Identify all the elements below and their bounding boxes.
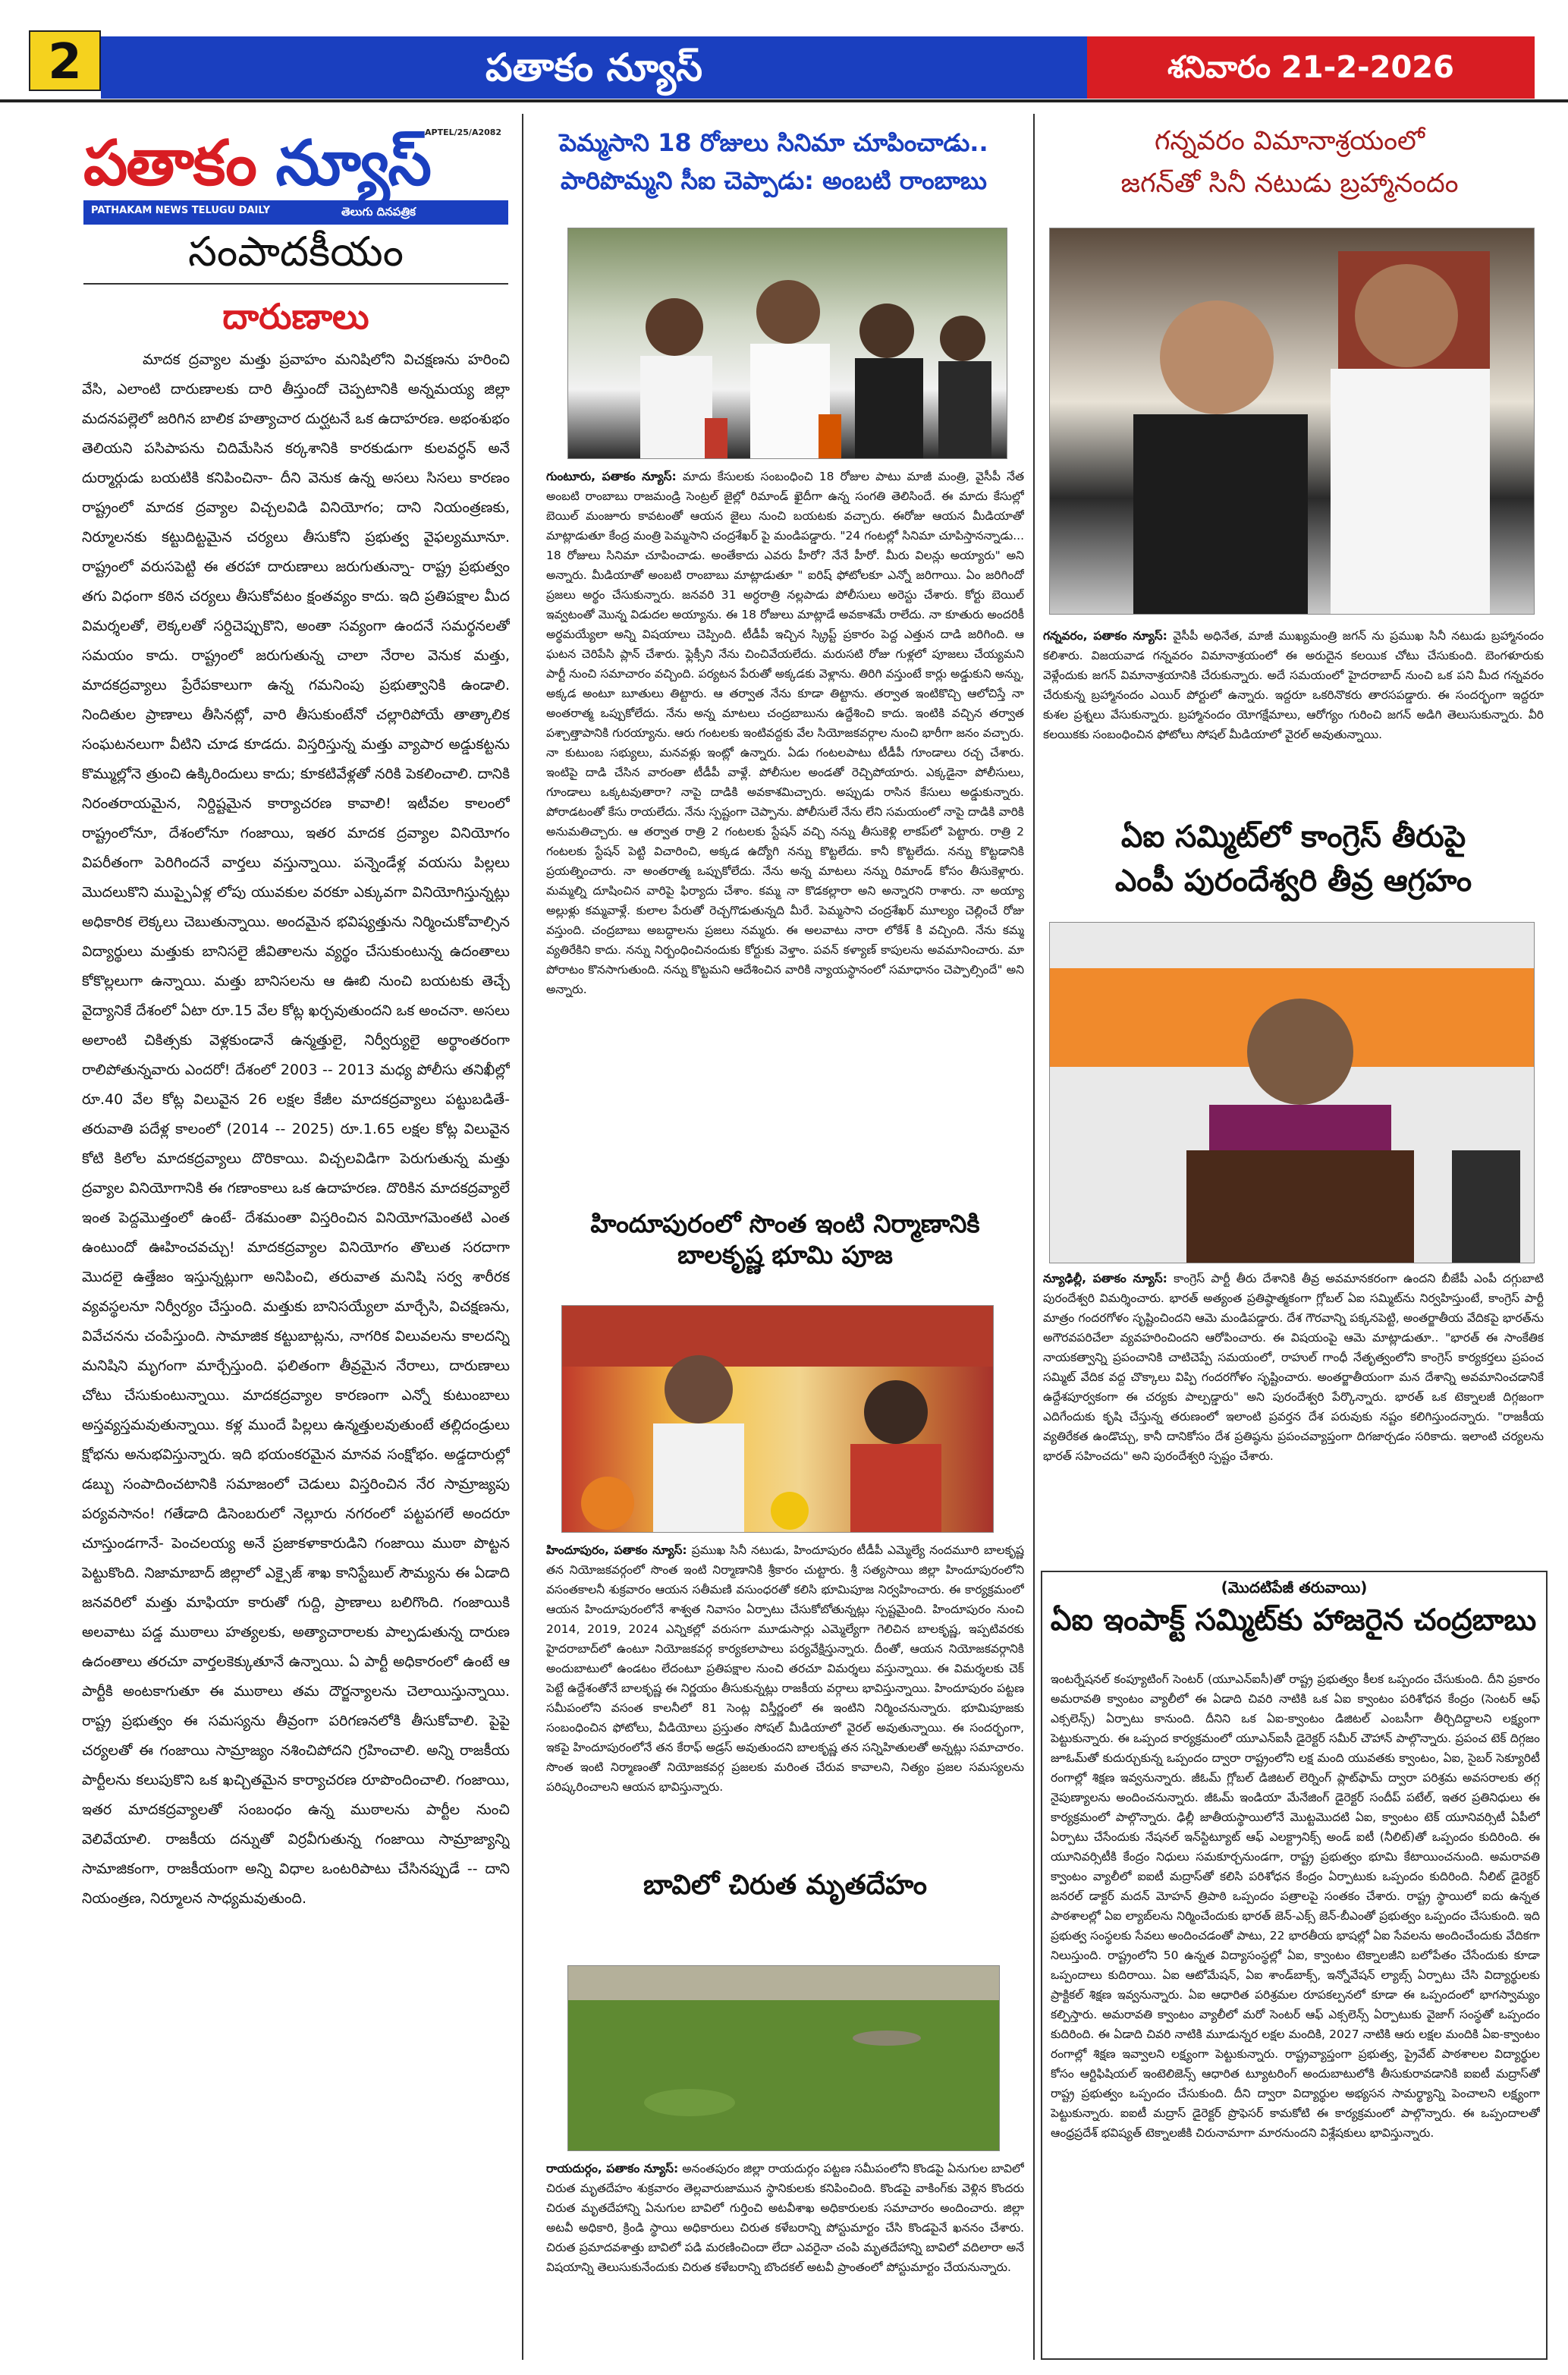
continued-tag: (మొదటిపేజీ తరువాయి) [1221, 1578, 1368, 1596]
story4-headline-line1: గన్నవరం విమానాశ్రయంలో [1155, 126, 1425, 156]
story5-text: కాంగ్రెస్ పార్టీ తీరు దేశానికి తీవ్ర అవమానకరంగా ఉందని బీజేపీ ఎంపీ దగ్గుబాటి పురందేశ్వరి విమర్శించారు. భారత్ అత్యంత ప్రతిష్ఠాత్మకంగా గ్లోబల్ ఏఐ సమ్మిట్‌ను నిర్వహిస్తుంటే, కాంగ్రెస్ పార్టీ మాత్రం గందరగోళం సృష్టించిందని ఆమె మండిపడ్డారు. దేశ గౌరవాన్ని పక్కనపెట్టి, అంతర్జాతీయ వేదికపై భారత్‌ను అగౌరవపరిచేలా వ్యవహరించిందని ఆరోపించారు. ఈ విషయంపై ఆమె మాట్లాడుతూ.. "భారత్ ఈ సాంకేతిక నాయకత్వాన్ని ప్రపంచానికి చాటిచెప్పే సమయంలో, రాహుల్ గాంధీ నేతృత్వంలోని కాంగ్రెస్ కార్యకర్తలు ప్రపంచ సమ్మిట్ వేదిక వద్ద చొక్కాలు విప్పి గందరగోళం సృష్టించారు. అంతర్జాతీయంగా మన దేశాన్ని అవమానించడానికే ఉద్దేశపూర్వకంగా ఈ చర్యకు పాల్పడ్డారు" అని పురందేశ్వరి పేర్కొన్నారు. భారత్ ఒక టెక్నాలజీ దిగ్గజంగా ఎదిగేందుకు కృషి చేస్తున్న తరుణంలో ఇలాంటి ప్రవర్తన దేశ పరువుకు నష్టం కలిగిస్తుందన్నారు. "రాజకీయ వ్యతిరేకత ఉండొచ్చు, కానీ దానికోసం దేశ ప్రతిష్ఠను ప్రపంచవ్యాప్తంగా దిగజార్చడం సరికాదు. ఇలాంటి చర్యలను భారత్ సహించదు" అని పురందేశ్వరి స్పష్టం చేశారు. [1043, 1272, 1544, 1463]
story3-headline: బావిలో చిరుత మృతదేహం [643, 1870, 928, 1901]
story3-text: అనంతపురం జిల్లా రాయదుర్గం పట్టణ సమీపంలోని కొండపై ఏనుగుల బావిలో చిరుత మృతదేహం శుక్రవారం తెల్లవారుజామున స్థానికులకు కనిపించింది. కొండపై వాకింగ్‌కు వెళ్లిన కొందరు చిరుత మృతదేహాన్ని ఏనుగుల బావిలో గుర్తించి అటవీశాఖ అధికారులకు సమాచారం అందించారు. జిల్లా అటవీ అధికారి, క్రిండి స్థాయి అధికారులు చిరుత కళేబరాన్ని పోస్టుమార్టం చేసి కొండపైనే ఖననం చేశారు. చిరుత ప్రమాదవశాత్తు బావిలో పడి మరణించిందా లేదా ఎవరైనా చంపి మృతదేహాన్ని బావిలో వదిలారా అనే విషయాన్ని తెలుసుకునేందుకు చిరుత కళేబరాన్ని బొందకల్ అటవీ ప్రాంతంలో పోస్టుమార్టం చేయనున్నారు. [546, 2162, 1024, 2274]
registration-number: APTEL/25/A2082 [425, 127, 502, 137]
story3-body [546, 2159, 1024, 2364]
story2-photo [561, 1305, 994, 1533]
story6-body: ఇంటర్నేషనల్ కంప్యూటింగ్ సెంటర్ (యూఎన్‌ఐసీ)తో రాష్ట్ర ప్రభుత్వం కీలక ఒప్పందం చేసుకుంది. దీని ప్రకారం అమరావతి క్వాంటం వ్యాలీలో ఈ ఏడాది చివరి నాటికి ఒక ఏఐ క్వాంటం పరిశోధన కేంద్రం (సెంటర్ ఆఫ్ ఎక్సలెన్స్) ఏర్పాటు కానుంది. దీనిని ఒక ఏఐ-క్వాంటం డిజిటల్ ఎంబసీగా తీర్చిదిద్దాలని లక్ష్యంగా పెట్టుకున్నారు. ఈ ఒప్పంద కార్యక్రమంలో యూఎన్‌ఐసీ డైరెక్టర్ సమీర్ చౌహాన్ పాల్గొన్నారు. ప్రపంచ టెక్ దిగ్గజం జూఓమ్‌తో కుదుర్చుకున్న ఒప్పందం ద్వారా రాష్ట్రంలోని లక్ష మంది యువతకు క్వాంటం, ఏఐ, సైబర్ సెక్యూరిటీ రంగాల్లో శిక్షణ ఇవ్వనున్నారు. జీఓమ్ గ్లోబల్ డిజిటల్ లెర్నింగ్ ప్లాట్‌ఫామ్ ద్వారా పరిశ్రమ అవసరాలకు తగ్గ నైపుణ్యాలను అందించనున్నారు. జీఓమ్ ఇండియా మేనేజింగ్ డైరెక్టర్ సందీప్ పటేల్, ఇతర ప్రతినిధులు ఈ కార్యక్రమంలో పాల్గొన్నారు. ఢిల్లీ జాతీయస్థాయిలోనే మొట్టమొదటి ఏఐ, క్వాంటం టెక్ యూనివర్సిటీ ఏపీలో ఏర్పాటు చేసేందుకు నేషనల్ ఇన్‌స్టిట్యూట్ ఆఫ్ ఎలక్ట్రానిక్స్ అండ్ ఐటీ (నీలిట్)తో ఒప్పందం కుదిరింది. ఈ యూనివర్సిటీకి కేంద్రం నిధులు సమకూర్చనుండగా, రాష్ట్ర ప్రభుత్వం భూమి కేటాయించనుంది. అమరావతి క్వాంటం వ్యాలీలో ఐఐటీ మద్రాస్‌తో కలిసి పరిశోధన కేంద్రం ఏర్పాటుకు ఒప్పందం కుదిరింది. నీలిట్ డైరెక్టర్ జనరల్ డాక్టర్ మదన్ మోహన్ త్రిపాఠి ఒప్పందం పత్రాలపై సంతకం చేశారు. రాష్ట్ర స్థాయిలో ఐదు ఉన్నత పాఠశాలల్లో ఏఐ ల్యాబ్‌లను నిర్మించేందుకు భారత్ జెన్-ఎక్స్ జెన్-బీఎం‌తో ప్రభుత్వం ఒప్పందం చేసుకుంది. ఇది ప్రభుత్వ సంస్థలకు సేవలు అందించడంతో పాటు, 22 భారతీయ భాషల్లో ఏఐ సేవలను అందించేందుకు వేదికగా నిలుస్తుంది. రాష్ట్రంలోని 50 ఉన్నత విద్యాసంస్థల్లో ఏఐ, క్వాంటం టెక్నాలజీని బలోపేతం చేసేందుకు కూడా ఒప్పందాలు కుదిరాయి. ఏఐ ఆటోమేషన్, ఏఐ శాండ్‌బాక్స్, ఇన్నోవేషన్ ల్యాబ్స్ ఏర్పాటు చేసి విద్యార్థులకు ప్రాక్టికల్ శిక్షణ ఇవ్వనున్నారు. ఏఐ ఆధారిత పరిశ్రమల రూపకల్పనలో కూడా ఈ ఒప్పందంలో భాగస్వామ్యం కల్పిస్తారు. అమరావతి క్వాంటం వ్యాలీలో మరో సెంటర్ ఆఫ్ ఎక్సలెన్స్ ఏర్పాటుకు వైజాగ్ సంస్థతో ఒప్పందం కుదిరింది. ఈ ఏడాది చివరి నాటికి మూడున్నర లక్షల మందికి, 2027 నాటికి ఆరు లక్షల మందికి ఏఐ-క్వాంటం రంగాల్లో శిక్షణ ఇవ్వాలని లక్ష్యంగా పెట్టుకున్నారు. రాష్ట్రవ్యాప్తంగా ప్రభుత్వ, ప్రైవేట్ పాఠశాలల విద్యార్థుల కోసం ఆర్టిఫిషియల్ ఇంటెలిజెన్స్ ఆధారిత ట్యూటరింగ్ అందుబాటులోకి తీసుకురావడానికి ఐఐటీ మద్రాస్‌తో రాష్ట్ర ప్రభుత్వం ఒప్పందం చేసుకుంది. దీని ద్వారా విద్యార్థుల అభ్యసన సామర్థ్యాన్ని పెంచాలని లక్ష్యంగా పెట్టుకున్నారు. ఐఐటీ మద్రాస్ డైరెక్టర్ ప్రొఫెసర్ కామకోటి ఈ కార్యక్రమంలో పాల్గొన్నారు. ఈ ఒప్పందాలతో ఆంధ్రప్రదేశ్ భవిష్యత్ టెక్నాలజీకి చిరునామాగా మారనుందని విశ్లేషకులు భావిస్తున్నారు. [1051, 1672, 1540, 2140]
purandeswari-image [1050, 923, 1535, 1263]
story1-headline-line1: పెమ్మసాని 18 రోజులు సినిమా చూపించాడు.. [559, 128, 988, 157]
story1-dateline: గుంటూరు, పతాకం న్యూస్: [546, 470, 677, 483]
story4-text: వైసీపీ అధినేత, మాజీ ముఖ్యమంత్రి జగన్ ను ప్రముఖ సినీ నటుడు బ్రహ్మానందం కలిశారు. విజయవాడ గన్నవరం విమానాశ్రయంలో ఈ అరుదైన కలయిక చోటు చేసుకుంది. బెంగళూరుకు వెళ్లేందుకు జగన్ విమానాశ్రయానికి చేరుకున్నారు. అదే సమయంలో హైదరాబాద్ నుంచి ఒక పని మీద గన్నవరం చేరుకున్న బ్రహ్మానందం ఎయిర్ పోర్టులో ఉన్నారు. ఇద్దరూ ఒకరినొకరు తారసపడ్డారు. ఈ సందర్భంగా ఇద్దరూ కుశల ప్రశ్నలు వేసుకున్నారు. బ్రహ్మానందం యోగక్షేమాలు, ఆరోగ్యం గురించి జగన్ అడిగి తెలుసుకున్నారు. వీరి కలయికకు సంబంధించిన ఫోటోలు సోషల్ మీడియాలో వైరల్ అవుతున్నాయి. [1043, 629, 1544, 741]
story4-headline-line2: జగన్‌తో సినీ నటుడు బ్రహ్మానందం [1120, 168, 1459, 199]
story5-headline [1043, 818, 1544, 900]
press-meet-image [568, 228, 1007, 459]
column-divider [522, 114, 523, 2360]
story1-headline-line2: పారిపొమ్మని సీఐ చెప్పాడు: అంబటి రాంబాబు [561, 166, 987, 195]
well-image [568, 1966, 1000, 2151]
paper-title: పతాకం న్యూస్ [101, 36, 1087, 99]
story2-headline: హిందూపురంలో సొంత ఇంటి నిర్మాణానికి బాలకృష్ణ భూమి పూజ [590, 1209, 980, 1270]
bhoomi-puja-image [562, 1306, 994, 1533]
story3-photo [567, 1965, 1000, 2151]
masthead-name-blue: న్యూస్ [275, 127, 430, 200]
issue-date: శనివారం 21-2-2026 [1087, 36, 1535, 99]
story2-text: ప్రముఖ సినీ నటుడు, హిందూపురం టీడీపీ ఎమ్మెల్యే నందమూరి బాలకృష్ణ తన నియోజకవర్గంలో సొంత ఇంటి నిర్మాణానికి శ్రీకారం చుట్టారు. శ్రీ సత్యసాయి జిల్లా హిందూపురంలోని వసంతకాలనీ శుక్రవారం ఆయన సతీమణి వసుంధరతో కలిసి భూమిపూజ నిర్వహించారు. ఈ కార్యక్రమంలో ఆయన హిందూపురంలోనే శాశ్వత నివాసం ఏర్పాటు చేసుకోబోతున్నట్లు స్పష్టమైంది. హిందూపురం నుంచి 2014, 2019, 2024 ఎన్నికల్లో వరుసగా మూడుసార్లు ఎమ్మెల్యేగా గెలిచిన బాలకృష్ణ, ఇప్పటివరకు హైదరాబాద్‌లో ఉంటూ నియోజకవర్గ కార్యకలాపాలు పర్యవేక్షిస్తున్నారు. దీంతో, ఆయన నియోజకవర్గానికి అందుబాటులో ఉండటం లేదంటూ ప్రతిపక్షాల నుంచి తరచూ విమర్శలు వస్తున్నాయి. ఈ విమర్శలకు చెక్ పెట్టే ఉద్దేశంతోనే బాలకృష్ణ ఈ నిర్ణయం తీసుకున్నట్లు రాజకీయ వర్గాలు భావిస్తున్నాయి. హిందూపురం పట్టణ సమీపంలోని వసంత కాలనీలో 81 సెంట్ల విస్తీర్ణంలో ఈ ఇంటిని నిర్మించనున్నారు. భూమిపూజకు సంబంధించిన ఫోటోలు, వీడియోలు ప్రస్తుతం సోషల్ మీడియాలో వైరల్ అవుతున్నాయి. ఈ సందర్భంగా, ఇకపై హిందూపురంలోనే తన కేరాఫ్ అడ్రస్ అవుతుందని బాలకృష్ణ తన సన్నిహితులతో అన్నట్లు సమాచారం. సొంత ఇంటి నిర్మాణంతో నియోజకవర్గ ప్రజలకు మరింత చేరువ కావాలని, నిత్యం ప్రజల సమస్యలను పరిష్కరించాలని ఆయన భావిస్తున్నారు. [546, 1543, 1024, 1794]
story5-body [1043, 1269, 1544, 1568]
story2-dateline: హిందూపురం, పతాకం న్యూస్: [546, 1543, 687, 1557]
masthead-logo [83, 127, 508, 200]
story4-dateline: గన్నవరం, పతాకం న్యూస్: [1043, 629, 1167, 643]
story6-headline: ఏఐ ఇంపాక్ట్ సమ్మిట్‌కు హాజరైన చంద్రబాబు [1050, 1603, 1537, 1637]
story2-body [546, 1540, 1024, 1851]
story1-body [546, 467, 1024, 1210]
column-divider [1033, 114, 1035, 2360]
story3-dateline: రాయదుర్గం, పతాకం న్యూస్: [546, 2162, 679, 2175]
section-title: సంపాదకీయం [83, 228, 508, 285]
story1-text: మాదు కేసులకు సంబంధించి 18 రోజుల పాటు మాజీ మంత్రి, వైసీపీ నేత అంబటి రాంబాబు రాజమండ్రి సెంట్రల్ జైల్లో రిమాండ్ ఖైదీగా ఉన్న సంగతి తెలిసిందే. ఈ మాదు కేసుల్లో బెయిల్ మంజూరు కావటంతో ఆయన జైలు నుంచి బయటకు వచ్చారు. ఈరోజు ఆయన మీడియాతో మాట్లాడుతూ కేంద్ర మంత్రి పెమ్మసాని చంద్రశేఖర్ పై మండిపడ్డారు. "24 గంటల్లో సినిమా చూపిస్తానన్నాడు... 18 రోజులు సినిమా చూపించాడు. అంతేకాదు ఎవరు హీరో? నేనే హీరో. మీరు విలన్లు అయ్యారు" అని అన్నారు. మీడియాతో అంబటి రాంబాబు మాట్లాడుతూ " ఐరిష్ ఫోటోలకూ ఎన్నో జరిగాయి. ఏం జరిగిందో ప్రజలు అర్థం చేసుకున్నారు. జనవరి 31 అర్ధరాత్రి నల్లపాడు పోలీసులు అరెస్టు చేశారు. కోర్టు బెయిల్ ఇవ్వటంతో మొన్న విడుదల అయ్యాను. ఈ 18 రోజులు మాట్లాడే అవకాశమే రాలేదు. నా కూతురు అందరికీ అర్థమయ్యేలా అన్ని విషయాలు చెప్పింది. టీడీపీ ఇచ్చిన స్క్రిప్ట్ ప్రకారం పెద్ద ఎత్తున దాడి జరిగింది. ఆ ఘటన చెరిపేసి ప్లాన్ చేశారు. ఫ్లెక్సీని నేను చించివేయలేదు. మరుసటి రోజు గుళ్లలో పూజలు చేయ్యమని పార్టీ నుంచి సమాచారం వచ్చింది. పర్యటన పేరుతో అక్కడకు వెళ్లాను. తిరిగి వస్తుంటే కార్లు అడ్డుకుని అన్ను, అక్కడ అంటూ బూతులు తిట్టారు. ఆ తర్వాత నేను కూడా తిట్టాను. తర్వాత ఇంటికొచ్చి ఆలోచిస్తే నా అంతరాత్మ ఒప్పుకోలేదు. నేను అన్న మాటలు చంద్రబాబును ఉద్దేశించి కాదు. ఇంటికి వచ్చిన తర్వాత పశ్చాత్తాపానికి గురయ్యాను. ఆరు గంటలకు ఇంటివద్దకు వేల సియోజకవర్గాల నుంచి భారీగా జనం వచ్చారు. నా కుటుంబ సభ్యులు, మనవళ్లు ఇంట్లో ఉన్నారు. ఏడు గంటలపాటు టీడీపీ గూండాలు రచ్చ చేశారు. ఇంటిపై దాడి చేసిన వారంతా టీడీపీ వాళ్లే. పోలీసుల అండతో రెచ్చిపోయారు. ఎక్కడైనా పోలీసులు, గూండాలు ఒక్కటవుతారా? నాపై దాడికి అవకాశమిచ్చారు. అప్పుడు రాసిన కేసులు అడ్డుకున్నారు. పోరాడటంతో కేసు రాయలేదు. నేను స్పష్టంగా చెప్పాను. పోలీసులే నేను లేని సమయంలో నాపై దాడికి వారికి అనుమతిచ్చారు. ఆ తర్వాత రాత్రి 2 గంటలకు స్టేషన్ వచ్చి నన్ను తీసుకెళ్లి లాకప్‌లో పెట్టారు. రాత్రి 2 గంటలకు స్టేషన్ పెట్టి విచారించి, అక్కడ ఉద్యోగి నన్ను కొట్టలేదు. కానీ కొట్టలేదు. నన్ను కొట్టడానికి ప్రయత్నించారు. నా అంతరాత్మ ఒప్పుకోలేదు. నేను అన్న మాటలు నన్ను రిమాండ్ కోసం తీసుకెళ్లారు. మమ్మల్ని దూషించిన వారిపై ఫిర్యాదు చేశాం. కమ్మ నా కొడకల్లారా అని అన్నారని రాశారు. నా అయ్యా అల్లుళ్లు కమ్మవాళ్లే. కులాల పేరుతో రెచ్చగొడుతున్నది మీరే. పెమ్మసాని చంద్రశేఖర్ మూల్యం చెల్లించే రోజు వస్తుంది. చంద్రబాబు అబద్ధాలను ప్రజలు నమ్మరు. ఈ అలవాటు నారా లోకేశ్ కి వచ్చింది. నేను కమ్మ వ్యతిరేకిని కాదు. నన్ను నిర్బంధించినందుకు కోర్టుకు వెళ్తాం. పవన్ కళ్యాణ్ కాపులను అవమానించారు. మా పోరాటం కొనసాగుతుంది. నన్ను కొట్టమని ఆదేశించిన వారికి న్యాయస్థానంలో సమాధానం చెప్పాల్సిందే" అని అన్నారు. [546, 470, 1024, 996]
editorial-body: మాదక ద్రవ్యాల మత్తు ప్రవాహం మనిషిలోని విచక్షణను హరించి వేసి, ఎలాంటి దారుణాలకు దారి తీస్తుందో చెప్పటానికి అన్నమయ్య జిల్లా మదనపల్లెలో జరిగిన బాలిక హత్యాచార దుర్ఘటనే ఒక ఉదాహరణ. అభంశుభం తెలియని పసిపాపను చిదిమేసిన కర్కశానికి కారకుడుగా కులవర్ధన్ అనే దుర్మార్గుడు బయటికి కనిపించినా- దీని వెనుక ఉన్న అసలు సిసలు కారణం రాష్ట్రంలో మాదక ద్రవ్యాల విచ్చలవిడి వినియోగం; దాని నియంత్రణకు, నిర్మూలనకు కట్టుదిట్టమైన చర్యలు తీసుకోని ప్రభుత్వ వైఫల్యమూనూ. రాష్ట్రంలో వరుసపెట్టి ఈ తరహా దారుణాలు జరుగుతున్నా- రాష్ట్ర ప్రభుత్వం తగు విధంగా కఠిన చర్యలు తీసుకోవటం క్షంతవ్యం కాదు. ఇది ప్రతిపక్షాల మీద విమర్శలతో, లెక్కలతో సర్దిచెప్పుకొని, అంతా సవ్యంగా ఉందనే సమర్థనలతో సమయం కాదు. రాష్ట్రంలో జరుగుతున్న చాలా నేరాల వెనుక మత్తు, మాదకద్రవ్యాలు ప్రేరేపకాలుగా ఉన్న గమనింపు ప్రభుత్వానికి ఉండాలి. నిందితుల ప్రాణాలు తీసినట్లో, వారి తీసుకుంటేనో చల్లారిపోయే తాత్కాలిక సంఘటనలుగా వీటిని చూడ కూడదు. విస్తరిస్తున్న మత్తు వ్యాపార అడ్డుకట్టను కొమ్ముల్లోనె త్రుంచి ఉక్కిరిందులు కాదు; కూకటివేళ్లతో నరికి పెకలించాలి. దానికి నిరంతరాయమైన, నిర్దిష్టమైన కార్యాచరణ కావాలి! ఇటీవల కాలంలో రాష్ట్రంలోనూ, దేశంలోనూ గంజాయి, ఇతర మాదక ద్రవ్యాల వినియోగం విపరీతంగా పెరిగిందనే వార్తలు వస్తున్నాయి. పన్నెండేళ్ల వయసు పిల్లలు మొదలుకొని ముప్పైఏళ్ల లోపు యువకుల వరకూ ఎక్కువగా వినియోగిస్తున్నట్లు అధికారిక లెక్కలు చెబుతున్నాయి. అందమైన భవిష్యత్తును నిర్మించుకోవాల్సిన విద్యార్థులు మత్తుకు బానిసలై జీవితాలను వ్యర్థం చేసుకుంటున్న ఉదంతాలు కోకొల్లలుగా ఉన్నాయి. మత్తు బానిసలను ఆ ఊబి నుంచి బయటకు తెచ్చే వైద్యానికే దేశంలో ఏటా రూ.15 వేల కోట్ల ఖర్చవుతుందని ఒక అంచనా. అసలు అలాంటి చికిత్సకు వెళ్లకుండానే ఉన్మత్తులై, నిర్వీర్యులై అర్థాంతరంగా రాలిపోతున్నవారు ఎందరో! దేశంలో 2003 -- 2013 మధ్య పోలీసు తనిఖీల్లో రూ.40 వేల కోట్ల విలువైన 26 లక్షల కేజీల మాదకద్రవ్యాలు పట్టుబడితే- తరువాతి పదేళ్ల కాలంలో (2014 -- 2025) రూ.1.65 లక్షల కోట్ల విలువైన కోటి కిలోల మాదకద్రవ్యాలు దొరికాయి. విచ్చలవిడిగా పెరుగుతున్న మత్తు ద్రవ్యాల వినియోగానికి ఈ గణాంకాలు ఒక ఉదాహరణ. దొరికిన మాదకద్రవ్యాలే ఇంత పెద్దమొత్తంలో ఉంటే- దేశమంతా విస్తరించిన వినియోగమెంతటి ఎంత ఉంటుందో ఊహించవచ్చు! మాదకద్రవ్యాల వినియోగం తొలుత సరదాగా మొదలై ఉత్తేజం ఇస్తున్నట్లుగా అనిపించి, తరువాత మనిషి సర్వ శారీరక వ్యవస్థలనూ నిర్వీర్యం చేస్తుంది. మత్తుకు బానిసయ్యేలా మార్చేసి, విచక్షణను, వివేచనను చంపేస్తుంది. సామాజిక కట్టుబాట్లను, నాగరిక విలువలను కాలదన్ని మనిషిని మృగంగా మార్చేస్తుంది. ఫలితంగా తీవ్రమైన నేరాలు, దారుణాలు చోటు చేసుకుంటున్నాయి. మాదకద్రవ్యాల కారణంగా ఎన్నో కుటుంబాలు అస్తవ్యస్తమవుతున్నాయి. కళ్ల ముందే పిల్లలు ఉన్మత్తులవుతుంటే తల్లిదండ్రులు క్షోభను అనుభవిస్తున్నారు. ఇది భయంకరమైన మానవ సంక్షోభం. అడ్డదారుల్లో డబ్బు సంపాదించటానికి సమాజంలో చెడులు విస్తరించిన నేర సామ్రాజ్యపు పర్యవసానం! గతేడాది డిసెంబరులో నెల్లూరు నగరంలో పట్టపగలే అందరూ చూస్తుండగానే- పెంచలయ్య అనే ప్రజాకళాకారుడిని గంజాయి ముఠా పొట్టన పెట్టుకొంది. నిజామాబాద్ జిల్లాలో ఎక్సైజ్ శాఖ కానిస్టేబుల్ సౌమ్యను ఈ ఏడాది జనవరిలో మత్తు మాఫియా కారుతో గుద్ది, ప్రాణాలు బలిగొంది. గంజాయికి అలవాటు పడ్డ ముఠాలు హత్యలకు, అత్యాచారాలకు పాల్పడుతున్న దారుణ ఉదంతాలు తరచూ వార్తలకెక్కుతూనే ఉన్నాయి. ఏ పార్టీ అధికారంలో ఉంటే ఆ పార్టీకి అంటకాగుతూ ఈ ముఠాలు తమ దౌర్జన్యాలను చెలాయిస్తున్నాయి. రాష్ట్ర ప్రభుత్వం ఈ సమస్యను తీవ్రంగా పరిగణనలోకి తీసుకోవాలి. పైపై చర్యలతో ఈ గంజాయి సామ్రాజ్యం నశించిపోదని గ్రహించాలి. అన్ని రాజకీయ పార్టీలను కలుపుకొని ఒక ఖచ్చితమైన కార్యాచరణ రూపొందించాలి. గంజాయి, ఇతర మాదకద్రవ్యాలతో సంబంధం ఉన్న ముఠాలను పార్టీల నుంచి వెలివేయాలి. రాజకీయ దన్నుతో విర్రవీగుతున్న గంజాయి సామ్రాజ్యాన్ని సామాజికంగా, రాజకీయంగా అన్ని విధాల ఒంటరిపాటు చేసినప్పుడే -- దాని నియంత్రణ, నిర్మూలన సాధ్యమవుతుంది. [82, 351, 510, 1907]
story1-headline [531, 127, 1017, 196]
story5-photo [1049, 922, 1535, 1263]
masthead-telugu-tag: తెలుగు దినపత్రిక [341, 205, 416, 219]
story5-headline-line1: ఏఐ సమ్మిట్‌లో కాంగ్రెస్ తీరుపై [1120, 819, 1466, 854]
airport-meeting-image [1050, 228, 1535, 615]
story5-headline-line2: ఎంపీ పురందేశ్వరి తీవ్ర ఆగ్రహం [1114, 863, 1472, 898]
story4-body [1043, 626, 1544, 808]
story4-headline [1039, 125, 1540, 201]
editorial-headline: దారుణాలు [222, 296, 369, 337]
story4-photo [1049, 228, 1535, 615]
masthead-name-red: పతాకం [83, 127, 256, 200]
page-number: 2 [29, 30, 101, 91]
story5-dateline: న్యూఢిల్లీ, పతాకం న్యూస్: [1043, 1272, 1167, 1285]
story1-photo [567, 228, 1007, 459]
masthead-english-name: PATHAKAM NEWS TELUGU DAILY [91, 205, 271, 216]
